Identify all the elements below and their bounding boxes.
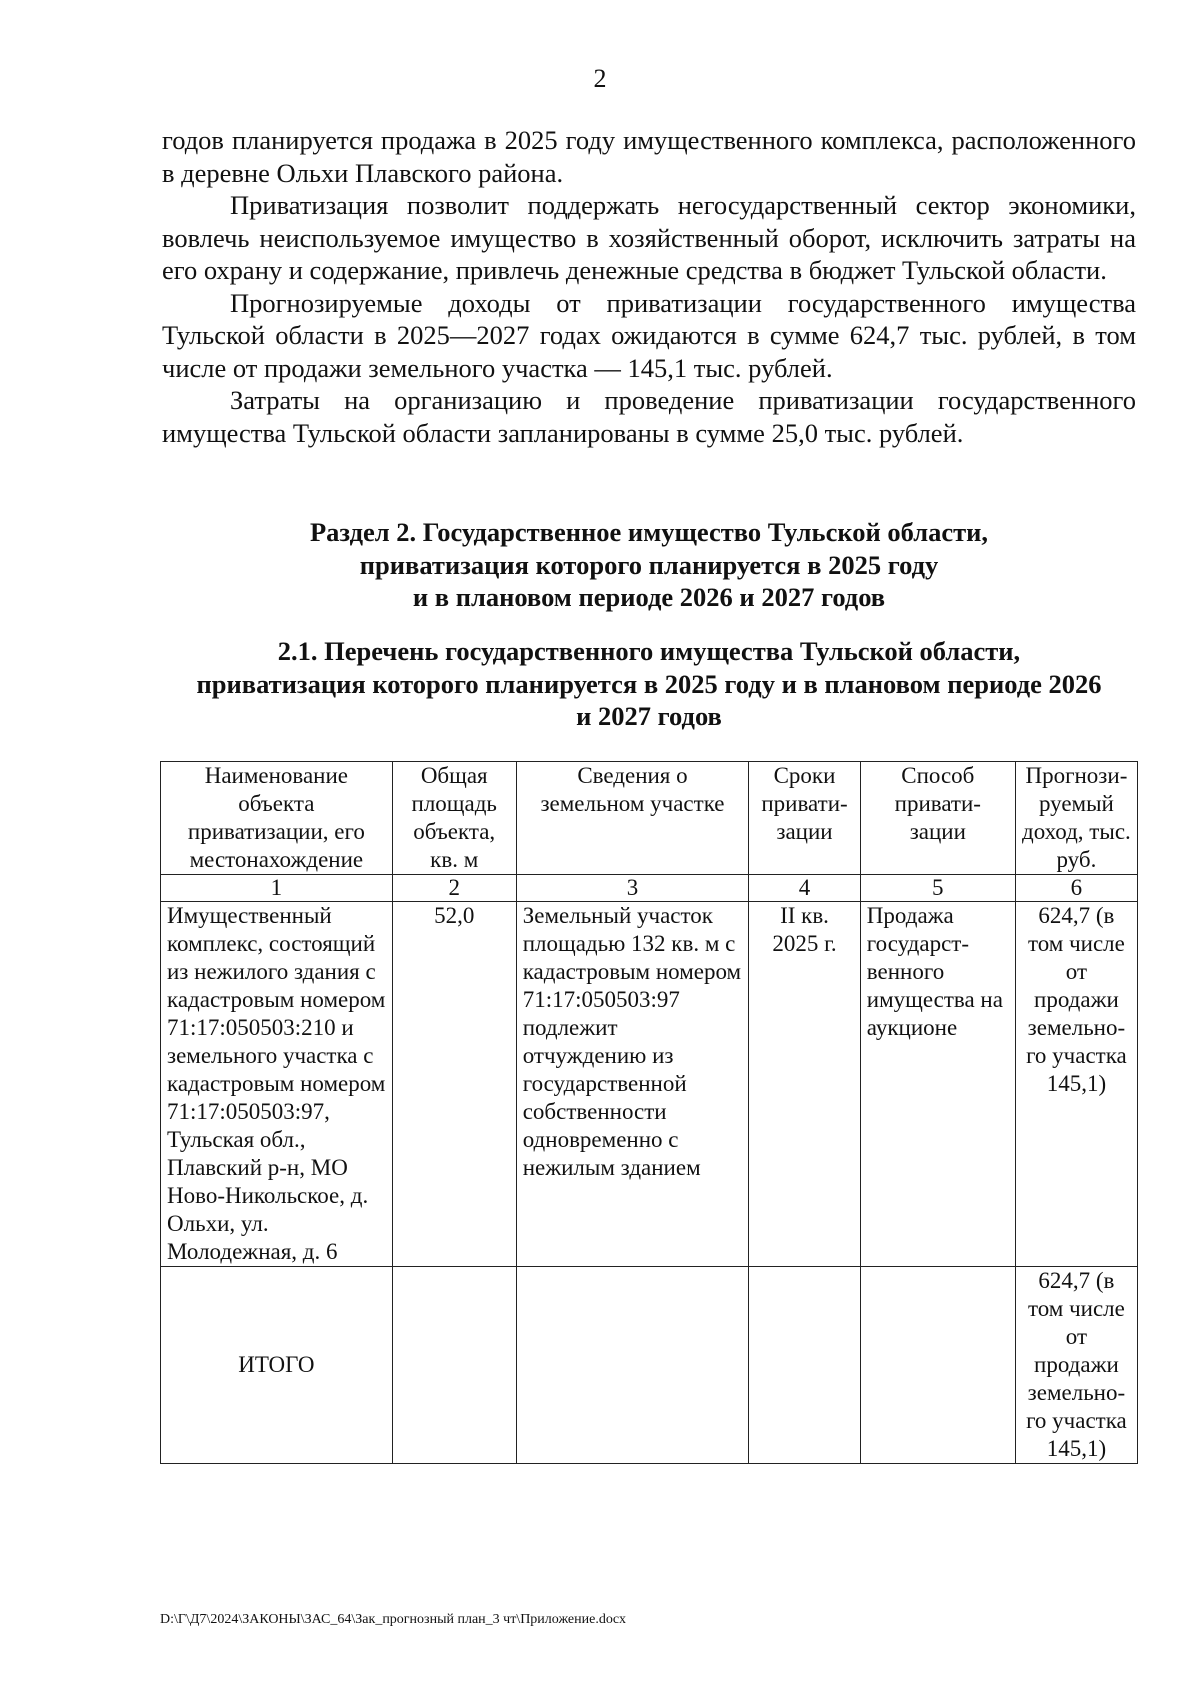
cell-land-info: Земельный участок площадью 132 кв. м с кадастровым номером 71:17:050503:97 подлежит отчуждению из государственной собственности одновременно с нежилым зданием	[516, 902, 749, 1267]
table-column-numbers	[161, 875, 1138, 902]
column-number: 4	[749, 875, 861, 902]
column-number: 2	[392, 875, 516, 902]
header-name: Наименование объекта приватизации, его местонахождение	[161, 762, 393, 875]
subsection-heading-line: 2.1. Перечень государственного имущества Тульской области,	[277, 636, 1021, 666]
total-area-empty	[392, 1267, 516, 1464]
paragraph-forecast-income: Прогнозируемые доходы от приватизации государственного имущества Тульской области в 2025—2027 годах ожидаются в сумме 624,7 тыс. рублей, в том числе от продажи земельного участка — 145,1 тыс. рублей.	[162, 287, 1136, 383]
section-heading-line: Раздел 2. Государственное имущество Тульской области,	[309, 517, 989, 547]
subsection-heading-line: и 2027 годов	[576, 701, 722, 731]
paragraph-continuation: годов планируется продажа в 2025 году имущественного комплекса, расположенного в деревне Ольхи Плавского района.	[162, 125, 1136, 188]
header-income: Прогнози-руемый доход, тыс. руб.	[1015, 762, 1137, 875]
footer-file-path: D:\Г\Д7\2024\ЗАКОНЫ\ЗАС_64\Зак_прогнозный план_3 чт\Приложение.docx	[160, 1612, 627, 1627]
total-term-empty	[749, 1267, 861, 1464]
section-heading-line: и в плановом периоде 2026 и 2027 годов	[412, 582, 886, 612]
column-number: 1	[161, 875, 393, 902]
total-land-empty	[516, 1267, 749, 1464]
page-number: 2	[593, 64, 607, 93]
total-label: ИТОГО	[161, 1267, 393, 1464]
subsection-heading	[150, 635, 1148, 733]
column-number: 6	[1015, 875, 1137, 902]
cell-area: 52,0	[392, 902, 516, 1267]
cell-method: Продажа государст-венного имущества на аукционе	[860, 902, 1015, 1267]
paragraph-costs: Затраты на организацию и проведение приватизации государственного имущества Тульской области запланированы в сумме 25,0 тыс. рублей.	[162, 385, 1136, 448]
subsection-heading-line: приватизация которого планируется в 2025 году и в плановом периоде 2026	[196, 668, 1102, 699]
section-heading	[150, 516, 1148, 614]
table-header-row	[161, 762, 1138, 875]
cell-term: II кв. 2025 г.	[749, 902, 861, 1267]
header-term: Сроки привати-зации	[749, 762, 861, 875]
cell-income: 624,7 (в том числе от продажи земельно-го участка 145,1)	[1015, 902, 1137, 1267]
section-heading-line: приватизация которого планируется в 2025 году	[359, 549, 939, 580]
total-method-empty	[860, 1267, 1015, 1464]
header-method: Способ привати-зации	[860, 762, 1015, 875]
column-number: 5	[860, 875, 1015, 902]
table-total-row	[161, 1267, 1138, 1464]
header-area: Общая площадь объекта, кв. м	[392, 762, 516, 875]
total-income: 624,7 (в том числе от продажи земельно-го участка 145,1)	[1015, 1267, 1137, 1464]
cell-name: Имущественный комплекс, состоящий из нежилого здания с кадастровым номером 71:17:050503:210 и земельного участка с кадастровым номером 71:17:050503:97, Тульская обл., Плавский р-н, МО Ново-Никольское, д. Ольхи, ул. Молодежная, д. 6	[161, 902, 393, 1267]
body-text	[162, 124, 1136, 449]
column-number: 3	[516, 875, 749, 902]
header-land-info: Сведения о земельном участке	[516, 762, 749, 875]
paragraph-privatization-benefits: Приватизация позволит поддержать негосударственный сектор экономики, вовлечь неиспользуемое имущество в хозяйственный оборот, исключить затраты на его охрану и содержание, привлечь денежные средства в бюджет Тульской области.	[162, 190, 1136, 285]
table-row	[161, 902, 1138, 1267]
property-table	[160, 761, 1138, 1464]
